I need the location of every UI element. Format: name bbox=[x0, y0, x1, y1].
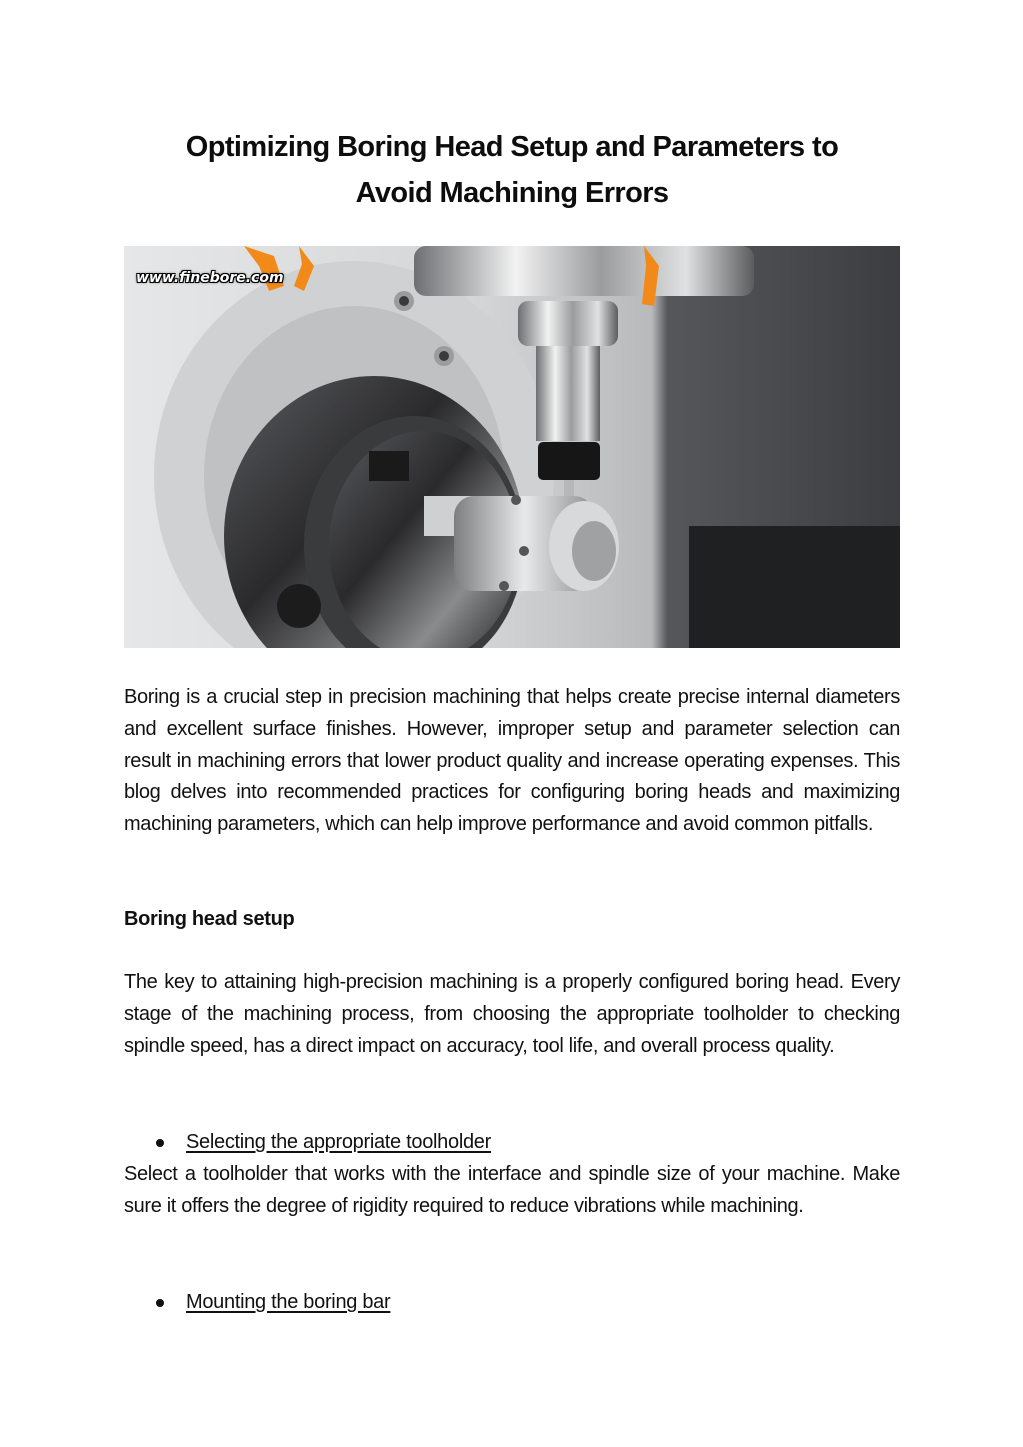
title-line-2: Avoid Machining Errors bbox=[355, 177, 669, 209]
bullet-item bbox=[156, 1287, 390, 1319]
bullet-icon bbox=[156, 1139, 164, 1147]
bullet-link-toolholder[interactable]: Selecting the appropriate toolholder bbox=[186, 1131, 491, 1153]
machining-illustration bbox=[124, 246, 900, 648]
title-line-1: Optimizing Boring Head Setup and Parameters to bbox=[185, 131, 839, 163]
watermark-text: www.finebore.com bbox=[136, 270, 284, 286]
bullet-icon bbox=[156, 1299, 164, 1307]
bullet-paragraph: Select a toolholder that works with the interface and spindle size of your machine. Make sure it offers the degree of rigidity required to reduce vibrations while machining. bbox=[124, 1163, 900, 1217]
section-heading: Boring head setup bbox=[124, 908, 295, 930]
intro-paragraph: Boring is a crucial step in precision machining that helps create precise internal diameters and excellent surface finishes. However, improper setup and parameter selection can result in machining errors that lower product quality and increase operating expenses. This blog delves into recommended practices for configuring boring heads and maximizing machining parameters, which can help improve performance and avoid common pitfalls. bbox=[124, 686, 900, 836]
bullet-item bbox=[156, 1127, 491, 1159]
section-paragraph: The key to attaining high-precision machining is a properly configured boring head. Every stage of the machining process, from choosing the appropriate toolholder to checking spindle speed, has a direct impact on accuracy, tool life, and overall process quality. bbox=[124, 971, 900, 1057]
document-title bbox=[124, 124, 900, 216]
bullet-link-boring-bar[interactable]: Mounting the boring bar bbox=[186, 1291, 391, 1313]
hero-image bbox=[124, 246, 900, 648]
